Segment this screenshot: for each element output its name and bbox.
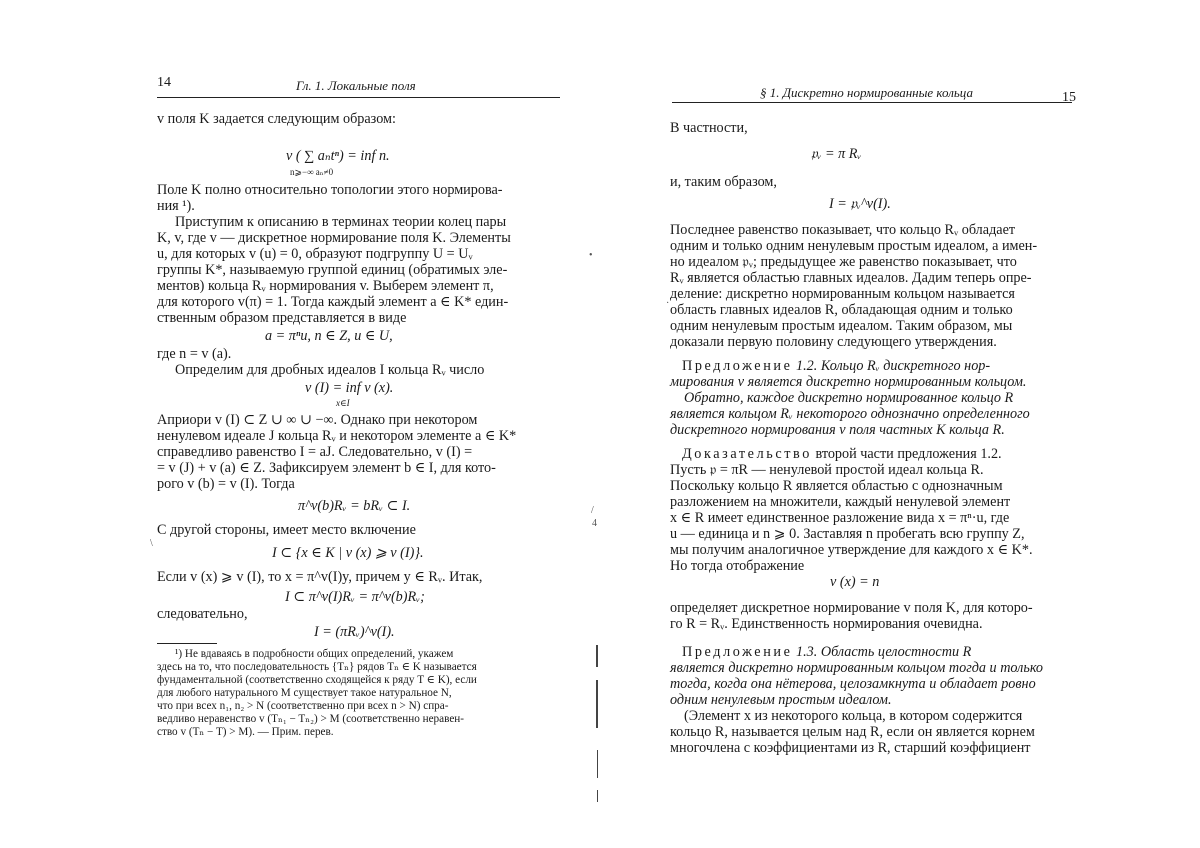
running-head: § 1. Дискретно нормированные кольца xyxy=(760,85,973,100)
proof-text: второй части предложения 1.2. xyxy=(815,446,1002,462)
formula: I ⊂ π^v(I)Rᵥ = π^v(b)Rᵥ; xyxy=(285,589,425,605)
running-head: Гл. 1. Локальные поля xyxy=(296,78,416,93)
text-line: K, v, где v — дискретное нормирование поля K. Элементы xyxy=(157,230,511,246)
text-line: ственным образом представляется в виде xyxy=(157,310,407,326)
text-line: и, таким образом, xyxy=(670,174,777,190)
text-line: рого v (b) = v (I). Тогда xyxy=(157,476,295,492)
text-line: Пусть 𝔭 = πR — ненулевой простой идеал кольца R. xyxy=(670,462,984,478)
proposition-line: мирования v является дискретно нормированным кольцом. xyxy=(670,374,1027,390)
text-line: следовательно, xyxy=(157,606,248,622)
text-line: разложением на множители, каждый ненулевой элемент xyxy=(670,494,1011,510)
text-line: = v (J) + v (a) ∈ Z. Зафиксируем элемент b ∈ I, для кото- xyxy=(157,460,496,476)
proposition-heading: Предложение xyxy=(682,644,793,660)
text-line: но идеалом 𝔭ᵥ; предыдущее же равенство показывает, что xyxy=(670,254,1017,270)
proposition-heading: Предложение xyxy=(682,358,793,374)
text-line: Если v (x) ⩾ v (I), то x = π^v(I)y, причем y ∈ Rᵥ. Итак, xyxy=(157,569,483,585)
text-line: определяет дискретное нормирование v поля K, для которо- xyxy=(670,600,1033,616)
text-line: u — единица и n ⩾ 0. Заставляя n пробегать всю группу Z, xyxy=(670,526,1025,542)
proposition-line: одним ненулевым простым идеалом. xyxy=(670,692,892,708)
footnote-line: для любого натурального M существует такое натуральное N, xyxy=(157,687,452,699)
proposition-line xyxy=(670,644,971,660)
scan-speck: \ xyxy=(150,538,153,549)
binding-mark xyxy=(597,790,598,802)
text-line: (Элемент x из некоторого кольца, в котором содержится xyxy=(684,708,1023,724)
formula: 𝔭ᵥ = π Rᵥ xyxy=(811,146,862,162)
footnote-rule xyxy=(157,643,217,644)
scan-speck: • xyxy=(589,250,593,261)
formula-subscript: n⩾−∞ aₙ≠0 xyxy=(290,167,334,177)
text-line: ненулевом идеале J кольца Rᵥ и некотором элементе a ∈ K* xyxy=(157,428,517,444)
text-line: группы K*, называемую группой единиц (обратимых эле- xyxy=(157,262,508,278)
proof-heading: Доказательство xyxy=(682,446,812,462)
text-line: деление: дискретно нормированным кольцом называется xyxy=(670,286,1015,302)
text-line: Rᵥ является областью главных идеалов. Дадим теперь опре- xyxy=(670,270,1032,286)
formula: π^v(b)Rᵥ = bRᵥ ⊂ I. xyxy=(298,498,411,514)
scan-speck: · xyxy=(666,298,670,309)
formula-subscript: x∈I xyxy=(336,398,350,408)
scan-speck: 4 xyxy=(592,518,597,529)
header-rule xyxy=(157,97,560,98)
proposition-line: является кольцом Rᵥ некоторого однозначно определенного xyxy=(670,406,1030,422)
text-line: для которого v(π) = 1. Тогда каждый элемент a ∈ K* един- xyxy=(157,294,509,310)
text-line: u, для которых v (u) = 0, образуют подгруппу U = Uᵥ xyxy=(157,246,473,262)
proposition-line: дискретного нормирования v поля частных K кольца R. xyxy=(670,422,1005,438)
text-line: область главных идеалов R, обладающая одним и только xyxy=(670,302,1013,318)
text-line: где n = v (a). xyxy=(157,346,232,362)
text-line: ния ¹). xyxy=(157,198,195,214)
text-line: го R = Rᵥ. Единственность нормирования очевидна. xyxy=(670,616,983,632)
formula: v (x) = n xyxy=(830,574,880,590)
formula: v ( ∑ aₙtⁿ) = inf n. xyxy=(286,148,390,164)
scan-speck: / xyxy=(591,505,594,516)
footnote-line: ¹) Не вдаваясь в подробности общих определений, укажем xyxy=(175,648,454,660)
text-line: кольцо R, называется целым над R, если он является корнем xyxy=(670,724,1035,740)
page-number: 14 xyxy=(157,75,171,90)
formula: I = 𝔭ᵥ^v(I). xyxy=(829,196,891,212)
formula: v (I) = inf v (x). xyxy=(305,380,394,396)
formula: I = (πRᵥ)^v(I). xyxy=(314,624,395,640)
text-line: Априори v (I) ⊂ Z ∪ ∞ ∪ −∞. Однако при некотором xyxy=(157,412,478,428)
text-line: справедливо равенство I = aJ. Следовательно, v (I) = xyxy=(157,444,473,460)
text-line: мы получим аналогичное утверждение для каждого x ∈ K*. xyxy=(670,542,1033,558)
proposition-text: 1.2. Кольцо Rᵥ дискретного нор- xyxy=(796,358,991,374)
proposition-line: тогда, когда она нётерова, целозамкнута и обладает ровно xyxy=(670,676,1036,692)
page-number: 15 xyxy=(1062,90,1076,105)
text-line: Но тогда отображение xyxy=(670,558,805,574)
text-line: одним ненулевым простым идеалом. Таким образом, мы xyxy=(670,318,1013,334)
proposition-line xyxy=(670,358,990,374)
proposition-line: Обратно, каждое дискретно нормированное кольцо R xyxy=(684,390,1014,406)
text-line: одним и только одним ненулевым простым идеалом, а имен- xyxy=(670,238,1038,254)
footnote-line: ведливо неравенство v (Tₙ₁ − Tₙ₂) > M (соответственно неравен- xyxy=(157,713,464,725)
text-line: v поля K задается следующим образом: xyxy=(157,111,396,127)
text-line: С другой стороны, имеет место включение xyxy=(157,522,416,538)
text-line: Определим для дробных идеалов I кольца Rᵥ число xyxy=(175,362,485,378)
footnote-line: ство v (Tₙ − T) > M). — Прим. перев. xyxy=(157,726,334,738)
header-rule xyxy=(672,102,1072,103)
binding-mark xyxy=(596,645,598,667)
text-line: ментов) кольца Rᵥ нормирования v. Выберем элемент π, xyxy=(157,278,494,294)
text-line: Поскольку кольцо R является областью с однозначным xyxy=(670,478,1003,494)
proposition-text: 1.3. Область целостности R xyxy=(796,644,972,660)
binding-mark xyxy=(596,680,598,728)
formula: a = πⁿu, n ∈ Z, u ∈ U, xyxy=(265,328,393,344)
right-page xyxy=(600,0,1200,848)
footnote-line: что при всех n₁, n₂ > N (соответственно при всех n > N) спра- xyxy=(157,700,449,712)
text-line: x ∈ R имеет единственное разложение вида x = πⁿ·u, где xyxy=(670,510,1010,526)
text-line: многочлена с коэффициентами из R, старший коэффициент xyxy=(670,740,1031,756)
proposition-line: является дискретно нормированным кольцом тогда и только xyxy=(670,660,1044,676)
text-line: Последнее равенство показывает, что кольцо Rᵥ обладает xyxy=(670,222,1016,238)
text-line: В частности, xyxy=(670,120,748,136)
text-line: Приступим к описанию в терминах теории колец пары xyxy=(175,214,507,230)
binding-mark xyxy=(597,750,598,778)
footnote-line: здесь на то, что последовательность {Tₙ} рядов Tₙ ∈ K называется xyxy=(157,661,477,673)
footnote-line: фундаментальной (соответственно сходящейся к ряду T ∈ K), если xyxy=(157,674,477,686)
formula: I ⊂ {x ∈ K | v (x) ⩾ v (I)}. xyxy=(272,545,424,561)
text-line: Поле K полно относительно топологии этого нормирова- xyxy=(157,182,503,198)
text-line: доказали первую половину следующего утверждения. xyxy=(670,334,997,350)
proof-line xyxy=(670,446,1002,462)
